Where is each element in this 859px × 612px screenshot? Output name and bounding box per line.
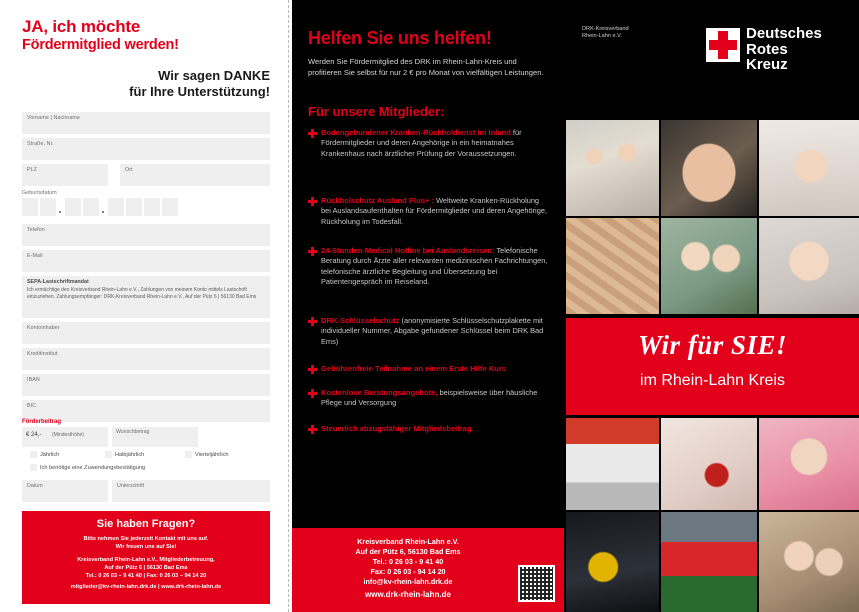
birthdate-box[interactable] <box>108 198 124 216</box>
membership-form-panel <box>0 0 288 612</box>
questions-address <box>30 556 262 580</box>
checkbox-yearly[interactable] <box>30 451 37 458</box>
photo-holding-hands <box>661 120 757 216</box>
qr-code[interactable] <box>518 565 555 602</box>
benefit-text <box>321 388 550 409</box>
red-cross-bullet-icon <box>308 365 317 374</box>
name-field-label: Vorname | Nachname <box>27 115 80 121</box>
benefit-bold: Kostenlose Beratungsangebote, <box>321 388 438 397</box>
red-cross-bullet-icon <box>308 197 317 206</box>
birthdate-box[interactable] <box>65 198 81 216</box>
birthdate-box[interactable] <box>126 198 142 216</box>
questions-addr3: Tel.: 0 26 03 – 9 41 40 | Fax: 0 26 03 – 94 14 20 <box>85 573 207 579</box>
questions-title: Sie haben Fragen? <box>96 518 196 530</box>
photo-paramedics-stadium <box>661 512 757 612</box>
thanks-line1: Wir sagen DANKE <box>158 68 270 83</box>
street-field[interactable] <box>22 138 270 160</box>
questions-line1: Bitte nehmen Sie jederzeit Kontakt mit uns auf. <box>83 536 209 542</box>
form-headline <box>22 18 272 54</box>
slogan-band <box>566 318 859 415</box>
benefit-item <box>308 246 550 288</box>
photo-ambulance <box>566 418 659 510</box>
red-cross-bullet-icon <box>308 425 317 434</box>
benefit-bold: DRK-Schlüsselschutz <box>321 316 400 325</box>
red-cross-logo-icon <box>706 28 740 62</box>
photo-two-women-outdoors <box>661 218 757 314</box>
drk-wordmark <box>746 26 822 73</box>
contact-footer <box>292 528 564 612</box>
birthdate-box[interactable] <box>162 198 178 216</box>
footer-line3: Tel.: 0 26 03 - 9 41 40 <box>372 557 444 566</box>
checkbox-quarterly[interactable] <box>185 451 192 458</box>
benefit-text <box>321 364 550 374</box>
bic-label: BIC <box>27 403 37 409</box>
benefits-title: Helfen Sie uns helfen! <box>308 28 492 48</box>
questions-addr1: Kreisverband Rhein-Lahn e.V., Mitgliederbetreuung, <box>77 557 215 563</box>
interval-option-halfyearly[interactable] <box>105 451 144 458</box>
birthdate-box[interactable] <box>144 198 160 216</box>
benefit-bold: Bodengebundener Kranken-Rückholdienst im Inland <box>321 128 511 137</box>
photo-senior-man-bowtie <box>759 418 859 510</box>
benefit-item <box>308 388 550 409</box>
iban-label: IBAN <box>27 377 40 383</box>
benefit-bold: Rückholschutz Ausland Plus+ : <box>321 196 435 205</box>
checkbox-halfyearly[interactable] <box>105 451 112 458</box>
red-cross-bullet-icon <box>308 389 317 398</box>
photo-rescue-team-night <box>566 512 659 612</box>
phone-field-label: Telefon <box>27 227 45 233</box>
date-field[interactable] <box>22 480 108 502</box>
benefit-bold: Gebührenfreie Teilnahme an einem Erste Hilfe Kurs <box>321 364 507 373</box>
footer-line4: Fax: 0 26 03 - 94 14 20 <box>370 567 446 576</box>
wordmark-line3: Kreuz <box>746 56 788 73</box>
benefit-rest: Telefonische Beratung durch Ärzte aller relevanten medizinischen Fachrichtungen, telefonische ärztliche Begleitung und Übersetzung bei Patientengespräch im Reiseland. <box>321 246 548 287</box>
thanks-line2: für Ihre Unterstützung! <box>129 84 270 99</box>
bank-field[interactable] <box>22 348 270 370</box>
photo-board-game-hands <box>566 218 659 314</box>
postalcode-field[interactable] <box>22 164 108 186</box>
street-field-label: Straße, Nr. <box>27 141 54 147</box>
benefit-item <box>308 128 550 159</box>
form-headline-line2: Fördermitglied werden! <box>22 37 179 53</box>
bank-label: Kreditinstitut <box>27 351 58 357</box>
questions-contact-block <box>22 511 270 604</box>
benefits-panel <box>292 0 564 612</box>
birthdate-boxes[interactable] <box>22 198 178 216</box>
date-field-label: Datum <box>27 483 43 489</box>
benefit-item <box>308 424 550 434</box>
photo-care-at-home <box>759 512 859 612</box>
postalcode-field-label: PLZ <box>27 167 38 173</box>
birthdate-field-label: Geburtsdatum <box>22 190 57 196</box>
photo-blood-donation <box>661 418 757 510</box>
signature-field[interactable] <box>112 480 270 502</box>
questions-text <box>30 535 262 551</box>
benefit-rest: für Fördermitglieder und deren Angehörige in ein heimatnahes Krankenhaus nach ärztlicher Prüfung der Voraussetzungen. <box>321 128 522 158</box>
photo-senior-woman-smiling-bed <box>759 120 859 216</box>
min-amount-value: € 24,- <box>26 432 42 438</box>
sepa-text: Ich ermächtige den Kreisverband Rhein-Lahn e.V., Zahlungen von meinem Konto mittels Lastschrift einzuziehen. Zahlungsempfänger: DRK-Kreisverband Rhein-Lahn e.V., Auf der Pütz 6 | 56130 Bad Ems <box>27 287 257 300</box>
name-field[interactable] <box>22 112 270 134</box>
benefits-subtitle: Für unsere Mitglieder: <box>308 104 445 119</box>
birthdate-dot <box>58 198 63 216</box>
sepa-title: SEPA-Lastschriftmandat <box>27 279 89 285</box>
birthdate-box[interactable] <box>83 198 99 216</box>
benefit-text <box>321 246 550 288</box>
benefit-text <box>321 128 550 159</box>
checkbox-donation-receipt[interactable] <box>30 464 37 471</box>
account-holder-label: Kontoinhaber <box>27 325 60 331</box>
iban-field[interactable] <box>22 374 270 396</box>
drk-local-association-name <box>582 26 629 41</box>
footer-line5[interactable]: info@kv-rhein-lahn.drk.de <box>363 577 453 586</box>
interval-option-yearly[interactable] <box>30 451 59 458</box>
photo-senior-woman-portrait <box>759 218 859 314</box>
red-cross-bullet-icon <box>308 247 317 256</box>
custom-amount-label: Wunschbetrag <box>116 429 150 435</box>
contribution-label: Förderbeitrag <box>22 419 62 425</box>
interval-option-quarterly[interactable] <box>185 451 228 458</box>
sepa-mandate-box <box>22 276 270 318</box>
questions-mail[interactable]: mitglieder@kv-rhein-lahn.drk.de | www.drk-rhein-lahn.de <box>70 584 222 590</box>
birthdate-dot <box>101 198 106 216</box>
questions-addr2: Auf der Pütz 6 | 56130 Bad Ems <box>104 565 188 571</box>
photo-child-with-senior-woman <box>566 120 659 216</box>
account-holder-field[interactable] <box>22 322 270 344</box>
red-cross-bullet-icon <box>308 129 317 138</box>
benefit-bold: 24-Stunden-Medical Hotline bei Auslandsreisen: <box>321 246 495 255</box>
wordmark-line1: Deutsches <box>746 25 822 42</box>
slogan-main: Wir für SIE! <box>637 330 788 360</box>
wordmark-line2: Rotes <box>746 40 788 58</box>
interval-label-halfyearly: Halbjährlich <box>115 451 145 458</box>
benefit-rest: (anonymisierte Schlüsselschutzplakette mit individueller Nummer, Abgabe gefundener Schlüssel beim DRK Bad Ems) <box>321 316 544 346</box>
thanks-text <box>22 68 270 100</box>
min-amount-note: (Mindesthöhe) <box>52 432 84 438</box>
slogan-sub: im Rhein-Lahn Kreis <box>640 372 785 389</box>
interval-label-quarterly: Vierteljährlich <box>195 451 229 458</box>
benefit-item <box>308 316 550 347</box>
phone-field[interactable] <box>22 224 270 246</box>
questions-line2: Wir freuen uns auf Sie! <box>115 544 177 550</box>
benefit-item <box>308 364 550 374</box>
interval-label-yearly: Jährlich <box>40 451 60 458</box>
footer-line2: Auf der Pütz 6, 56130 Bad Ems <box>355 547 461 556</box>
benefit-text <box>321 196 550 227</box>
birthdate-box[interactable] <box>40 198 56 216</box>
benefit-item <box>308 196 550 227</box>
drk-local-line1: DRK-Kreisverband <box>582 26 629 32</box>
benefit-text <box>321 316 550 347</box>
email-field-label: E-Mail <box>27 253 43 259</box>
benefits-intro: Werden Sie Fördermitglied des DRK im Rhein-Lahn-Kreis und profitieren Sie selbst für nur 2 € pro Monat von vielfältigen Leistungen. <box>308 57 544 77</box>
footer-line1: Kreisverband Rhein-Lahn e.V. <box>357 537 459 546</box>
red-cross-bullet-icon <box>308 317 317 326</box>
city-field[interactable] <box>120 164 270 186</box>
benefit-bold: Steuerlich abzugsfähiger Mitgliedsbeitrag <box>321 424 472 433</box>
benefit-text <box>321 424 550 434</box>
birthdate-box[interactable] <box>22 198 38 216</box>
email-field[interactable] <box>22 250 270 272</box>
drk-local-line2: Rhein-Lahn e.V. <box>582 33 622 40</box>
benefit-rest: Weltweite Kranken-Rückholung bei Auslandsaufenthalten für Fördermitglieder und deren Angehörige, Rückholung im Todesfall. <box>321 196 547 226</box>
footer-website[interactable]: www.drk-rhein-lahn.de <box>365 590 451 599</box>
donation-receipt-option[interactable] <box>30 464 145 471</box>
min-amount-box[interactable] <box>22 427 108 447</box>
benefit-rest: beispielsweise über häusliche Pflege und Versorgung <box>321 388 538 408</box>
footer-contact-text <box>292 537 524 600</box>
city-field-label: Ort <box>125 167 133 173</box>
custom-amount-box[interactable] <box>112 427 198 447</box>
donation-receipt-label: Ich benötige eine Zuwendungsbestätigung <box>40 464 146 471</box>
form-headline-line1: JA, ich möchte <box>22 17 141 36</box>
signature-field-label: Unterschrift <box>117 483 145 489</box>
